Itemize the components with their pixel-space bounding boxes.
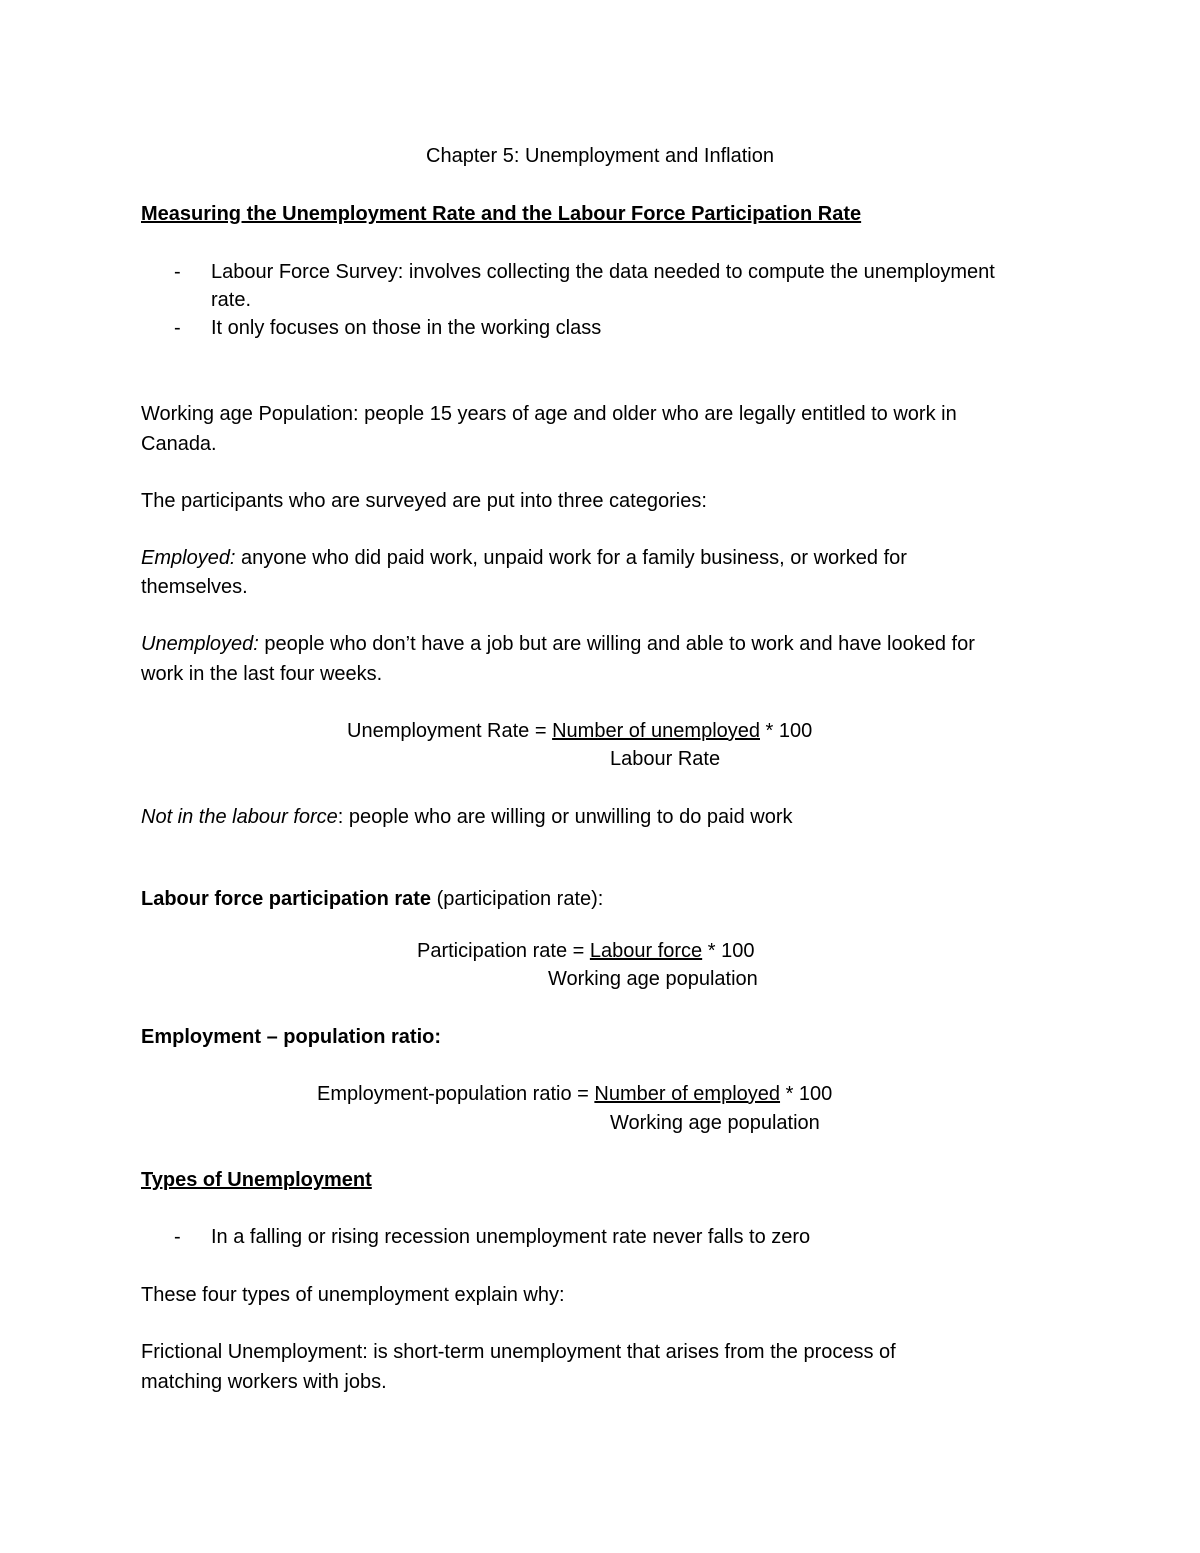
- formula-numerator: Number of employed: [594, 1083, 781, 1105]
- not-in-labour-force-text: : people who are willing or unwilling to do paid work: [337, 806, 793, 828]
- employment-ratio-formula: [317, 1079, 832, 1109]
- formula-lhs: Employment-population ratio =: [317, 1083, 595, 1105]
- unemployment-rate-formula: [347, 716, 812, 746]
- formula-numerator: Number of unemployed: [552, 720, 760, 742]
- formula-lhs: Unemployment Rate =: [347, 720, 553, 742]
- bullet-dash: -: [174, 1226, 181, 1248]
- bullet-dash: -: [174, 261, 181, 283]
- unemployed-definition-cont: work in the last four weeks.: [141, 663, 383, 685]
- working-age-definition-cont: Canada.: [141, 433, 217, 455]
- formula-lhs: Participation rate =: [417, 940, 590, 962]
- participation-rate-heading-bold: Labour force participation rate: [141, 888, 432, 910]
- frictional-definition: Frictional Unemployment: is short-term unemployment that arises from the process of: [141, 1341, 896, 1363]
- unemployed-definition: [141, 629, 975, 659]
- formula-denominator: Working age population: [610, 1112, 820, 1134]
- bullet-item-working-class: It only focuses on those in the working class: [211, 317, 602, 339]
- document-title: Chapter 5: Unemployment and Inflation: [426, 145, 774, 167]
- formula-denominator: Working age population: [548, 968, 758, 990]
- unemployed-term: Unemployed:: [141, 633, 259, 655]
- participation-rate-formula: [417, 936, 754, 966]
- section-heading-measuring: Measuring the Unemployment Rate and the Labour Force Participation Rate: [141, 203, 862, 225]
- formula-tail: * 100: [702, 940, 755, 962]
- unemployed-text: people who don’t have a job but are willing and able to work and have looked for: [258, 633, 975, 655]
- frictional-definition-cont: matching workers with jobs.: [141, 1371, 387, 1393]
- bullet-item-survey-cont: rate.: [211, 289, 252, 311]
- formula-tail: * 100: [760, 720, 813, 742]
- formula-denominator: Labour Rate: [610, 748, 721, 770]
- bullet-dash: -: [174, 317, 181, 339]
- bullet-item-recession: In a falling or rising recession unemployment rate never falls to zero: [211, 1226, 811, 1248]
- employed-text: anyone who did paid work, unpaid work for a family business, or worked for: [235, 547, 907, 569]
- types-heading: Types of Unemployment: [141, 1169, 372, 1191]
- employed-term: Employed:: [141, 547, 236, 569]
- working-age-definition: Working age Population: people 15 years of age and older who are legally entitled to work in: [141, 403, 957, 425]
- categories-intro: The participants who are surveyed are put into three categories:: [141, 490, 707, 512]
- bullet-item-survey: Labour Force Survey: involves collecting the data needed to compute the unemployment: [211, 261, 995, 283]
- employed-definition-cont: themselves.: [141, 576, 248, 598]
- employed-definition: [141, 543, 907, 573]
- participation-rate-heading-rest: (participation rate):: [431, 888, 604, 910]
- types-intro: These four types of unemployment explain why:: [141, 1284, 565, 1306]
- participation-rate-heading: [141, 884, 603, 914]
- formula-tail: * 100: [780, 1083, 833, 1105]
- not-in-labour-force-term: Not in the labour force: [141, 806, 338, 828]
- employment-ratio-heading: Employment – population ratio:: [141, 1026, 442, 1048]
- not-in-labour-force-definition: [141, 802, 792, 832]
- formula-numerator: Labour force: [589, 940, 703, 962]
